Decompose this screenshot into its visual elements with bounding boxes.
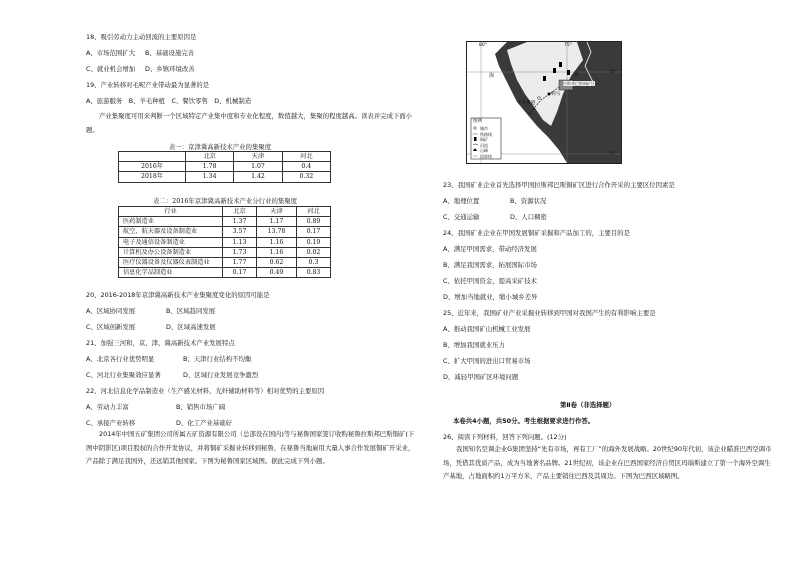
table-cell: 1.07 (234, 162, 282, 172)
table-cell: 0.19 (296, 237, 330, 247)
legend-item: 国界线 (480, 154, 492, 159)
q23-stem: 23、我国矿业企业首先选择甲国拉斯邦巴斯铜矿区进行合作开采的主要区位因素是 (443, 181, 675, 189)
table-cell: 0.17 (223, 268, 257, 278)
table-cell: 2016年 (119, 162, 186, 172)
table-cell: 1.73 (223, 247, 257, 257)
q18-stem: 18、吸引劳动力主动回流的主要原因是 (86, 33, 197, 41)
q18-option-b: B、基础设施完善 (145, 49, 195, 57)
section-title: 第Ⅱ卷（非选择题） (560, 401, 616, 409)
table-row (119, 162, 331, 172)
map-graphic (467, 42, 621, 163)
table-row (119, 172, 331, 182)
table-cell: 0.17 (296, 227, 330, 237)
lat-10-label: 10° (609, 70, 618, 75)
copper-mine-icon (567, 70, 570, 75)
table-header (119, 152, 186, 162)
q20-option-d: D、区域高速发展 (166, 323, 216, 331)
q25-option-a: A、推动我国矿山机械工业发展 (443, 325, 531, 333)
q24-option-b: B、满足我国需求，拓展国际市场 (443, 261, 537, 269)
q23-option-a: A、地理位置 (443, 197, 480, 205)
q19-options: A、旅游服务 B、羊毛种植 C、餐饮零售 D、机械制造 (86, 97, 252, 105)
table-cell: 1.17 (257, 217, 297, 227)
q25-option-d: D、减轻甲国矿区环境问题 (443, 373, 519, 381)
table2 (118, 206, 331, 278)
passage-peru: 2014年中国五矿集团公司所属五矿资源有限公司（总部设在国内)等与秘鲁国家签订收购秘鲁拉斯邦巴斯铜矿(下图中阴影区)项目股权的合作开发协议，并将铜矿采掘业转移到秘鲁，在秘鲁当地雇用大量人事合作发展铜矿开采业，产品除了满足我国外，还远销其他国家。下图为秘鲁国家区域图。据此完成下列小题。 (86, 430, 415, 465)
legend-item: 城市 (480, 126, 488, 131)
table-cell: 1.16 (257, 247, 297, 257)
table-cell: 2018年 (119, 172, 186, 182)
table-header: 天津 (257, 207, 297, 217)
q20-stem: 20、2016-2018年京津冀高新技术产业集聚度变化的原因可能是 (86, 291, 270, 299)
table-cell: 0.83 (296, 268, 330, 278)
q23-option-b: B、资源状况 (510, 197, 547, 205)
q20-option-c: C、区域创新发展 (86, 323, 136, 331)
lon-75-label: 75° (564, 43, 573, 48)
sea-label: 海 (489, 73, 495, 79)
q24-option-c: C、依托甲国资金，提高采矿技术 (443, 277, 537, 285)
copper-mine-icon (543, 76, 546, 81)
table-cell: 0.62 (257, 257, 297, 267)
q24-option-d: D、增加当地就业，缩小城乡差异 (443, 293, 538, 301)
q21-option-a: A、北京各行业优势明显 (86, 355, 155, 363)
q18-option-d: D、乡镇环境改善 (145, 65, 195, 73)
q22-option-b: B、销售市场广阔 (176, 403, 226, 411)
q24-stem: 24、我国矿业企业在甲国发展铜矿采掘和产品加工的，主要目的是 (443, 229, 631, 237)
ocean-label: 洋 (513, 127, 519, 133)
q22-stem: 22、河北信息化学品制造业（生产感光材料、光纤辅助材料等）相对优势的主要原因 (86, 387, 325, 395)
table-cell: 1.34 (186, 172, 234, 182)
table-cell: 计算机及办公设备制造业 (119, 247, 223, 257)
legend-item: 铁路线 (480, 132, 492, 137)
table-cell: 1.16 (257, 237, 297, 247)
table-cell: 0.89 (296, 217, 330, 227)
q18-option-a: A、市场范围扩大 (86, 49, 136, 57)
q23-option-d: D、人口稠密 (510, 213, 547, 221)
table-header: 北京 (186, 152, 234, 162)
table-cell: 1.42 (234, 172, 282, 182)
lat-15-label: 15° (609, 152, 618, 157)
q20-option-b: B、区域趋同发展 (166, 307, 216, 315)
q26-material: 我国知名空调企业G集团坚持“先有市场，再有工厂”的海外发展战略。20世纪90年代初，该企业瞄准巴西空调市场，凭借其优质产品，成为当地著名品牌。21世纪初，该企业在巴西国家经济自贸区玛瑙斯建立了第一个海外空调生产基地，占地面积约1万平方米，产品主要销往巴西及其周边。下图为巴西区域略图。 (443, 445, 772, 480)
legend-item: 河流 (480, 143, 488, 148)
capital-label: 利马 (551, 92, 561, 97)
q24-option-a: A、满足甲国需求，带动经济发展 (443, 245, 537, 253)
city-port-icon (538, 97, 541, 100)
table2-title: 表二：2016年京津冀高新技术产业分行业的集聚度 (152, 197, 298, 205)
table-cell: 0.3 (296, 257, 330, 267)
q26-stem: 26、阅读下列材料，回答下列问题。(12分) (443, 433, 567, 441)
passage-intro: 产业集聚度可用来判断一个区域特定产业集中度和专业化程度，数值越大，集聚的程度越高。读表并完成下面小题。 (86, 112, 413, 134)
mine-label: 拉斯邦巴斯铜矿区 (563, 81, 595, 86)
q20-option-a: A、区域协同发展 (86, 307, 136, 315)
table-cell: 0.32 (282, 172, 330, 182)
table-cell: 0.49 (257, 268, 297, 278)
q18-option-c: C、就业机会增加 (86, 65, 136, 73)
table-row (119, 268, 331, 278)
country-label: 秘 (574, 72, 579, 77)
table1-title: 表一：京津冀高新技术产业的集聚度 (168, 143, 272, 151)
q22-option-a: A、劳动力丰富 (86, 403, 129, 411)
lon-80-label: 80° (479, 43, 488, 48)
table-cell: 0.02 (296, 247, 330, 257)
table-header: 河北 (282, 152, 330, 162)
copper-mine-legend-icon (474, 137, 477, 141)
table-header: 行业 (119, 207, 223, 217)
table2-header-row (119, 207, 331, 217)
table-cell: 3.57 (223, 227, 257, 237)
table-cell: 电子及通信设备制造业 (119, 237, 223, 247)
q22-option-d: D、化工产业基础好 (176, 419, 233, 427)
table-cell: 1.37 (223, 217, 257, 227)
q22-option-c: C、承接产业转移 (86, 419, 136, 427)
legend-item: 铜矿 (480, 137, 488, 142)
q21-stem: 21、加强三河和，京、津、冀高新技术产业发展特点 (86, 339, 235, 347)
table-cell: 信息化学品制造业 (119, 268, 223, 278)
table-header: 河北 (296, 207, 330, 217)
table-row (119, 257, 331, 267)
table-cell: 1.78 (186, 162, 234, 172)
copper-mine-icon (553, 68, 556, 73)
table1-header-row (119, 152, 331, 162)
legend-item: 山峰 (480, 148, 488, 153)
port-label: 卡亚俄港 (517, 101, 536, 106)
table-cell: 航空、航天器及设备制造业 (119, 227, 223, 237)
q25-stem: 25、近年来，我国矿业产业采掘业转移到甲国对我国产生的有利影响主要是 (443, 309, 656, 317)
q21-option-d: D、区域行业发展竞争激烈 (183, 371, 259, 379)
q25-option-b: B、增加我国就业压力 (443, 341, 505, 349)
table-row (119, 247, 331, 257)
table-cell: 1.13 (223, 237, 257, 247)
table-row (119, 237, 331, 247)
legend-title: 图例 (473, 119, 483, 124)
table-row (119, 217, 331, 227)
q19-stem: 19、产业转移对毛呢产业带动最为显著的是 (86, 81, 210, 89)
table-cell: 1.77 (223, 257, 257, 267)
copper-mine-icon (559, 62, 562, 67)
table-cell: 医药制造业 (119, 217, 223, 227)
table1 (118, 151, 331, 183)
q25-option-c: C、扩大甲国的进出口贸易市场 (443, 357, 531, 365)
q23-option-c: C、交通运输 (443, 213, 480, 221)
section-note: 本卷共4小题，共50分。考生根据要求进行作答。 (453, 417, 595, 425)
q21-option-b: B、天津行业结构不均衡 (183, 355, 252, 363)
q21-option-c: C、河北行业集聚效应显著 (86, 371, 161, 379)
table-header: 北京 (223, 207, 257, 217)
table-cell: 13.78 (257, 227, 297, 237)
table-row (119, 227, 331, 237)
table-cell: 0.4 (282, 162, 330, 172)
table-cell: 医疗仪器设备及仪器仪表制造业 (119, 257, 223, 267)
table-header: 天津 (234, 152, 282, 162)
peru-region-map (466, 41, 622, 164)
